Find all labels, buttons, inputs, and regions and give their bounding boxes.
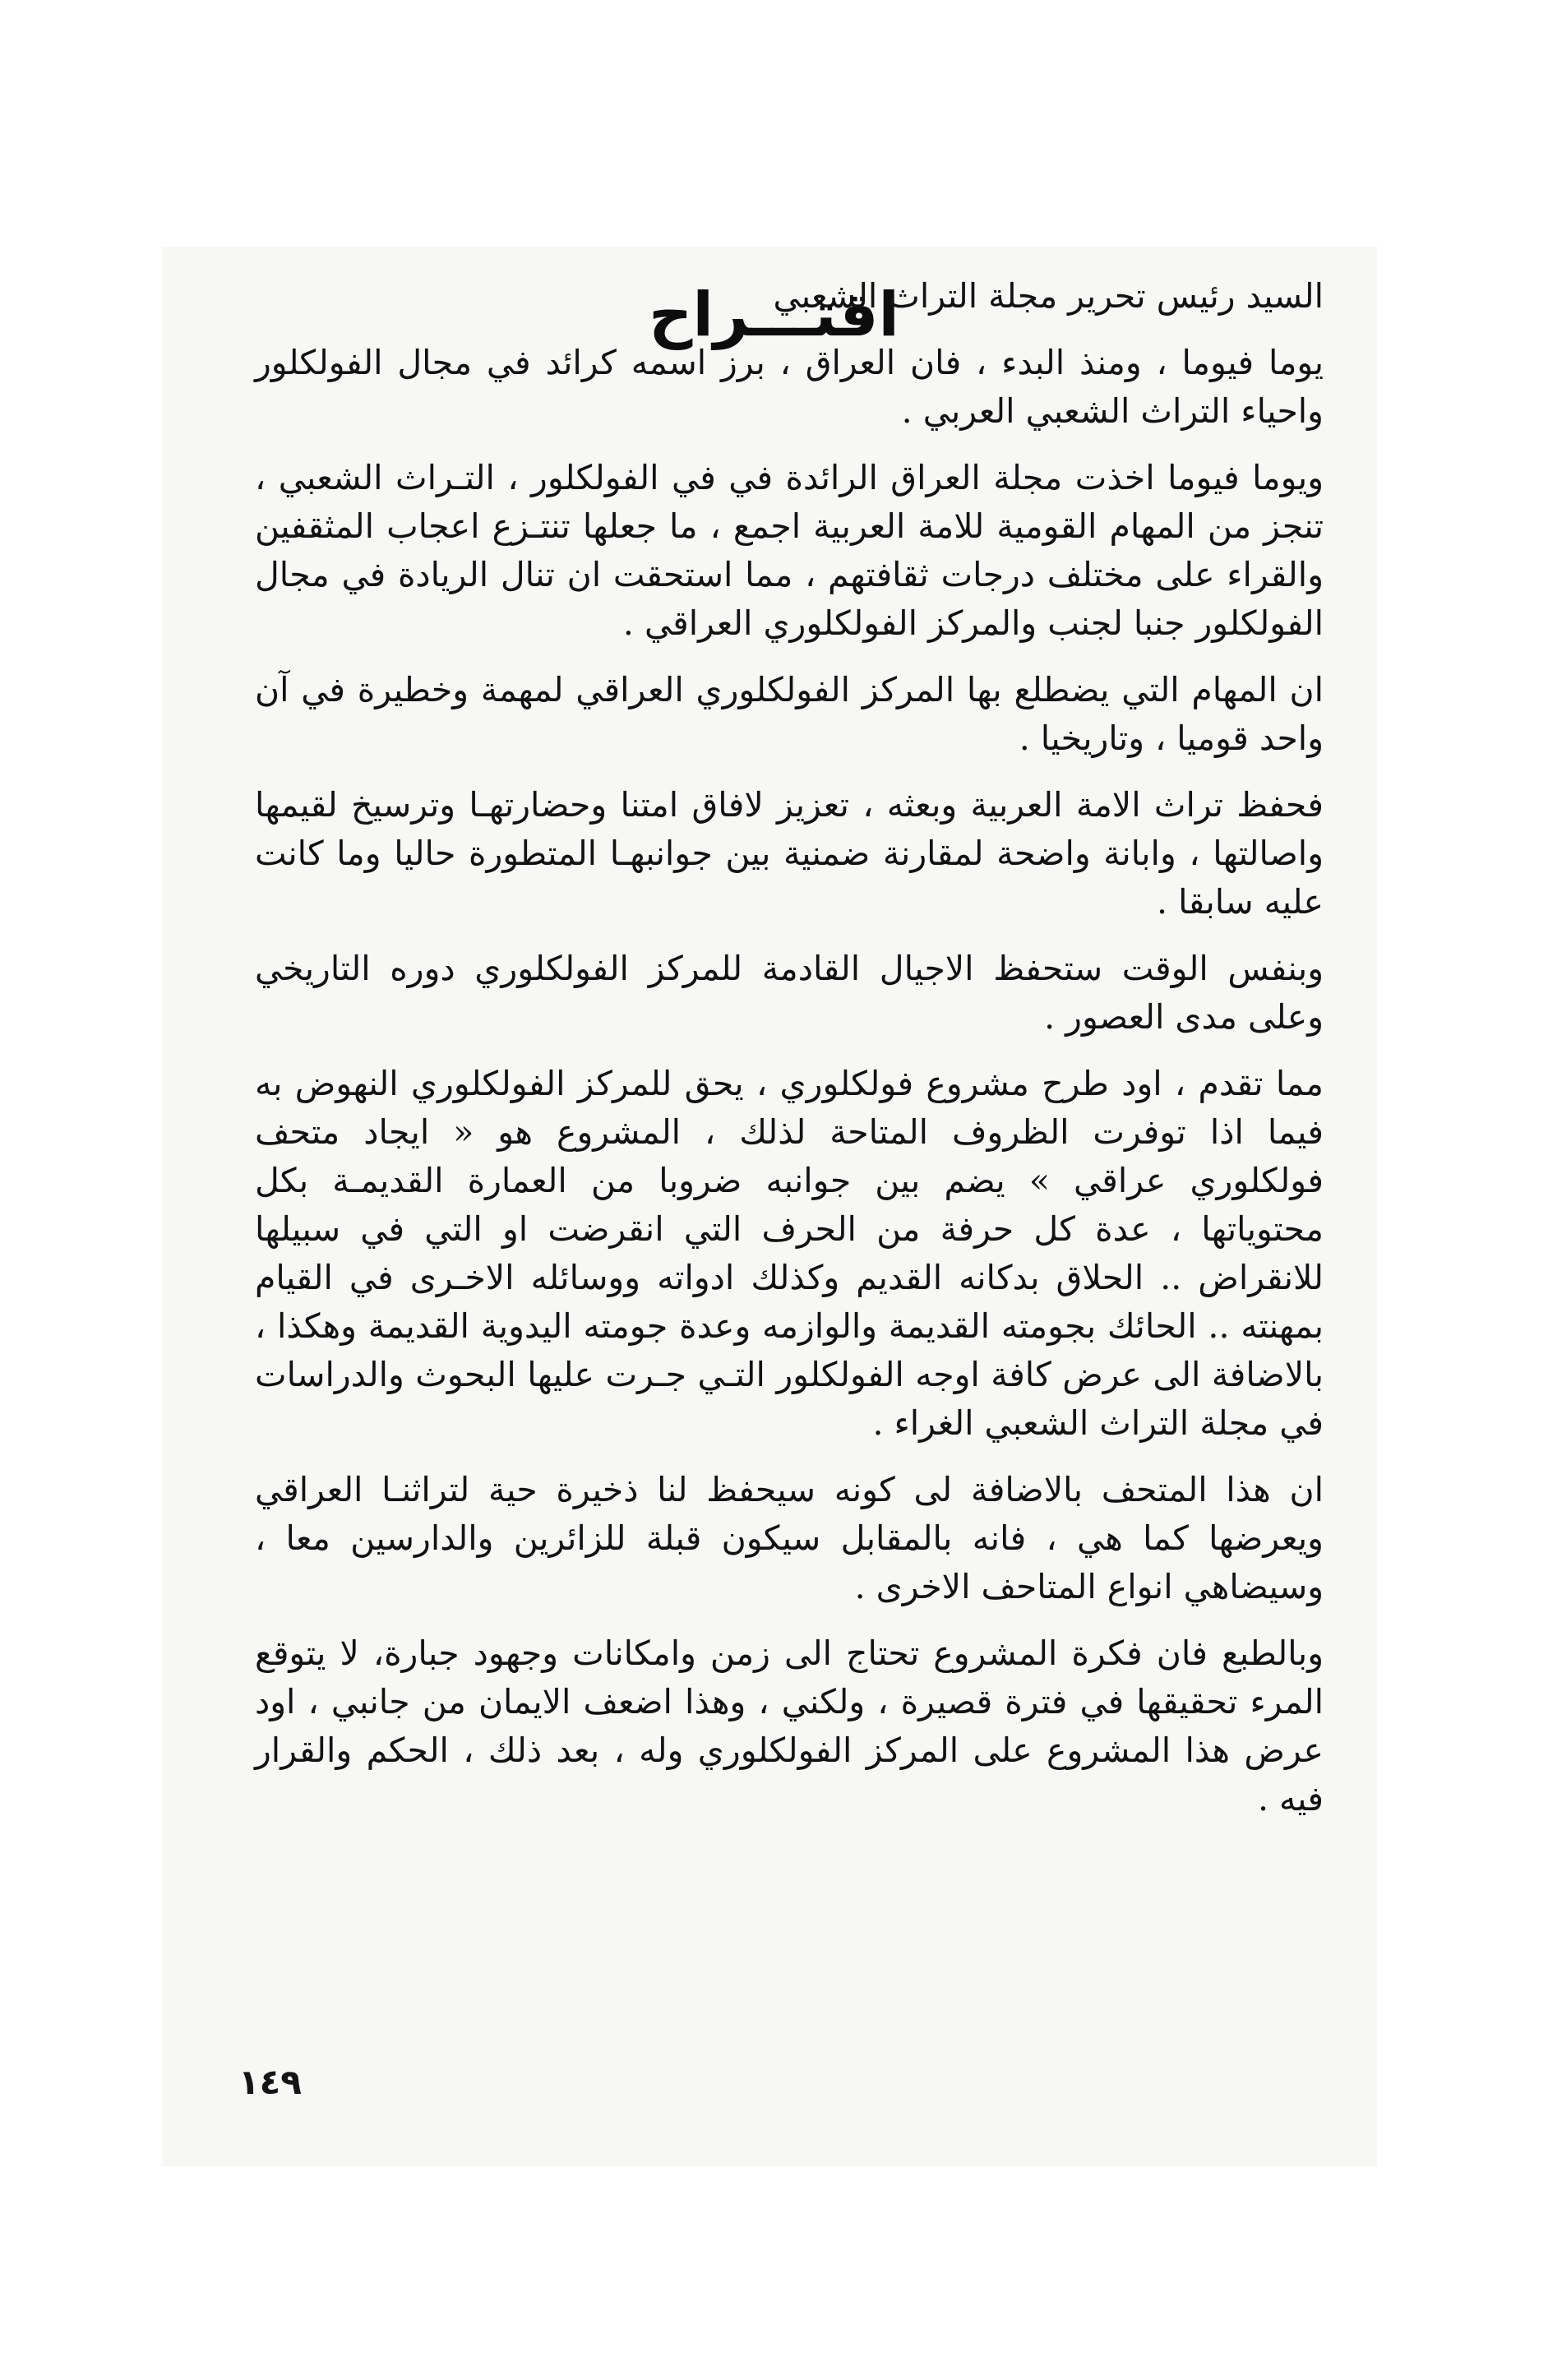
paragraph-7: ان هذا المتحف بالاضافة لى كونه سيحفظ لنا ذخيرة حية لتراثنـا العراقي ويعرضها كما هي ، فانه بالمقابل سيكون قبلة للزائرين والدارسين معا ، وسيضاهي انواع المتاحف الاخرى . xyxy=(255,1470,1324,1606)
paragraph-8: وبالطبع فان فكرة المشروع تحتاج الى زمن وامكانات وجهود جبارة، لا يتوقع المرء تحقيقها في فترة قصيرة ، ولكني ، وهذا اضعف الايمان من جانبي ، اود عرض هذا المشروع على المركز الفولكلوري وله ، بعد ذلك ، الحكم والقرار فيه . xyxy=(255,1634,1324,1819)
paragraph-2: ويوما فيوما اخذت مجلة العراق الرائدة في في الفولكلور ، التـراث الشعبي ، تنجز من المهام القومية للامة العربية اجمع ، ما جعلها تنتـزع اعجاب المثقفين والقراء على مختلف درجات ثقافتهم ، مما استحقت ان تنال الريادة في مجال الفولكلور جنبا لجنب والمركز الفولكلوري العراقي . xyxy=(255,458,1324,643)
paragraph-1: يوما فيوما ، ومنذ البدء ، فان العراق ، برز اسمه كرائد في مجال الفولكلور واحياء التراث الشعبي العربي . xyxy=(255,343,1324,431)
article-title: اقتـــراح xyxy=(649,280,899,350)
page-number: ١٤٩ xyxy=(238,2062,302,2102)
salutation: السيد رئيس تحرير مجلة التراث الشعبي xyxy=(773,276,1324,316)
article-body xyxy=(255,271,1324,1842)
paragraph-4: فحفظ تراث الامة العربية وبعثه ، تعزيز لافاق امتنا وحضارتهـا وترسيخ لقيمها واصالتها ، وابانة واضحة لمقارنة ضمنية بين جوانبهـا المتطورة حاليا وما كانت عليه سابقا . xyxy=(255,785,1324,922)
paragraph-5: وبنفس الوقت ستحفظ الاجيال القادمة للمركز الفولكلوري دوره التاريخي وعلى مدى العصور . xyxy=(255,949,1324,1037)
paragraph-3: ان المهام التي يضطلع بها المركز الفولكلوري العراقي لمهمة وخطيرة في آن واحد قوميا ، وتاريخيا . xyxy=(255,670,1324,758)
paragraph-6: مما تقدم ، اود طرح مشروع فولكلوري ، يحق للمركز الفولكلوري النهوض به فيما اذا توفرت الظروف المتاحة لذلك ، المشروع هو « ايجاد متحف فولكلوري عراقي » يضم بين جوانبه ضروبا من العمارة القديمـة بكل محتوياتها ، عدة كل حرفة من الحرف التي انقرضت او التي في سبيلها للانقراض .. الحلاق بدكانه القديم وكذلك ادواته ووسائله الاخـرى في القيام بمهنته .. الحائك بجومته القديمة والوازمه وعدة جومته اليدوية القديمة وهكذا ، بالاضافة الى عرض كافة اوجه الفولكلور التـي جـرت عليها البحوث والدراسات في مجلة التراث الشعبي الغراء . xyxy=(255,1064,1324,1443)
